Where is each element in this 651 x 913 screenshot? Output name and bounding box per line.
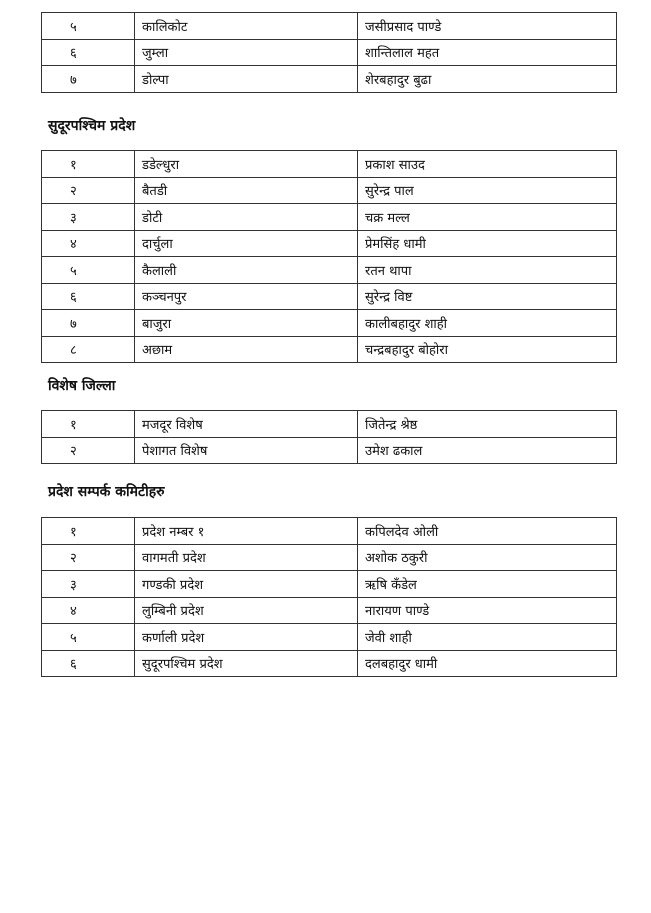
person-name: कपिलदेव ओली bbox=[358, 518, 617, 545]
person-name: जेवी शाही bbox=[358, 624, 617, 651]
section-heading-contact: प्रदेश सम्पर्क कमिटीहरु bbox=[48, 484, 165, 500]
district-name: कैलाली bbox=[135, 257, 358, 284]
person-name: प्रेमसिंह धामी bbox=[358, 230, 617, 257]
district-name: डडेल्धुरा bbox=[135, 151, 358, 178]
row-number: ५ bbox=[42, 13, 135, 40]
section-heading-special: विशेष जिल्ला bbox=[48, 378, 116, 394]
district-name: अछाम bbox=[135, 336, 358, 363]
row-number: २ bbox=[42, 544, 135, 571]
table-row bbox=[42, 257, 617, 284]
table-row bbox=[42, 151, 617, 178]
row-number: ३ bbox=[42, 204, 135, 231]
table-row bbox=[42, 597, 617, 624]
row-number: १ bbox=[42, 518, 135, 545]
district-name: बैतडी bbox=[135, 177, 358, 204]
person-name: सुरेन्द्र विष्ट bbox=[358, 283, 617, 310]
special-district-table bbox=[41, 410, 617, 464]
row-number: ८ bbox=[42, 336, 135, 363]
row-number: ६ bbox=[42, 283, 135, 310]
person-name: सुरेन्द्र पाल bbox=[358, 177, 617, 204]
table-row bbox=[42, 39, 617, 66]
row-number: ५ bbox=[42, 257, 135, 284]
table-row bbox=[42, 571, 617, 598]
row-number: २ bbox=[42, 437, 135, 464]
district-name: मजदूर विशेष bbox=[135, 411, 358, 438]
table-row bbox=[42, 283, 617, 310]
table-row bbox=[42, 13, 617, 40]
row-number: ७ bbox=[42, 66, 135, 93]
table-row bbox=[42, 518, 617, 545]
district-name: सुदूरपश्चिम प्रदेश bbox=[135, 650, 358, 677]
person-name: जितेन्द्र श्रेष्ठ bbox=[358, 411, 617, 438]
district-name: लुम्बिनी प्रदेश bbox=[135, 597, 358, 624]
district-name: प्रदेश नम्बर १ bbox=[135, 518, 358, 545]
table-row bbox=[42, 177, 617, 204]
district-name: कर्णाली प्रदेश bbox=[135, 624, 358, 651]
table-row bbox=[42, 437, 617, 464]
person-name: नारायण पाण्डे bbox=[358, 597, 617, 624]
row-number: ४ bbox=[42, 230, 135, 257]
row-number: ७ bbox=[42, 310, 135, 337]
district-name: वागमती प्रदेश bbox=[135, 544, 358, 571]
table-row bbox=[42, 310, 617, 337]
person-name: शेरबहादुर बुढा bbox=[358, 66, 617, 93]
person-name: अशोक ठकुरी bbox=[358, 544, 617, 571]
sudurpaschim-table bbox=[41, 150, 617, 363]
karnali-tail-table bbox=[41, 12, 617, 93]
table-row bbox=[42, 336, 617, 363]
district-name: कञ्चनपुर bbox=[135, 283, 358, 310]
person-name: कालीबहादुर शाही bbox=[358, 310, 617, 337]
table-row bbox=[42, 204, 617, 231]
person-name: जसीप्रसाद पाण्डे bbox=[358, 13, 617, 40]
row-number: १ bbox=[42, 151, 135, 178]
table-row bbox=[42, 66, 617, 93]
person-name: चन्द्रबहादुर बोहोरा bbox=[358, 336, 617, 363]
district-name: जुम्ला bbox=[135, 39, 358, 66]
contact-committee-table bbox=[41, 517, 617, 677]
table-row bbox=[42, 411, 617, 438]
person-name: शान्तिलाल महत bbox=[358, 39, 617, 66]
section-heading-sudurpaschim: सुदूरपश्चिम प्रदेश bbox=[48, 118, 136, 134]
person-name: रतन थापा bbox=[358, 257, 617, 284]
person-name: चक्र मल्ल bbox=[358, 204, 617, 231]
person-name: ऋषि कँडेल bbox=[358, 571, 617, 598]
row-number: ४ bbox=[42, 597, 135, 624]
row-number: ६ bbox=[42, 650, 135, 677]
row-number: ३ bbox=[42, 571, 135, 598]
district-name: बाजुरा bbox=[135, 310, 358, 337]
row-number: २ bbox=[42, 177, 135, 204]
table-row bbox=[42, 624, 617, 651]
person-name: प्रकाश साउद bbox=[358, 151, 617, 178]
district-name: गण्डकी प्रदेश bbox=[135, 571, 358, 598]
district-name: दार्चुला bbox=[135, 230, 358, 257]
table-row bbox=[42, 544, 617, 571]
row-number: ५ bbox=[42, 624, 135, 651]
person-name: उमेश ढकाल bbox=[358, 437, 617, 464]
district-name: पेशागत विशेष bbox=[135, 437, 358, 464]
district-name: डोल्पा bbox=[135, 66, 358, 93]
district-name: कालिकोट bbox=[135, 13, 358, 40]
table-row bbox=[42, 650, 617, 677]
row-number: ६ bbox=[42, 39, 135, 66]
table-row bbox=[42, 230, 617, 257]
person-name: दलबहादुर धामी bbox=[358, 650, 617, 677]
row-number: १ bbox=[42, 411, 135, 438]
district-name: डोटी bbox=[135, 204, 358, 231]
